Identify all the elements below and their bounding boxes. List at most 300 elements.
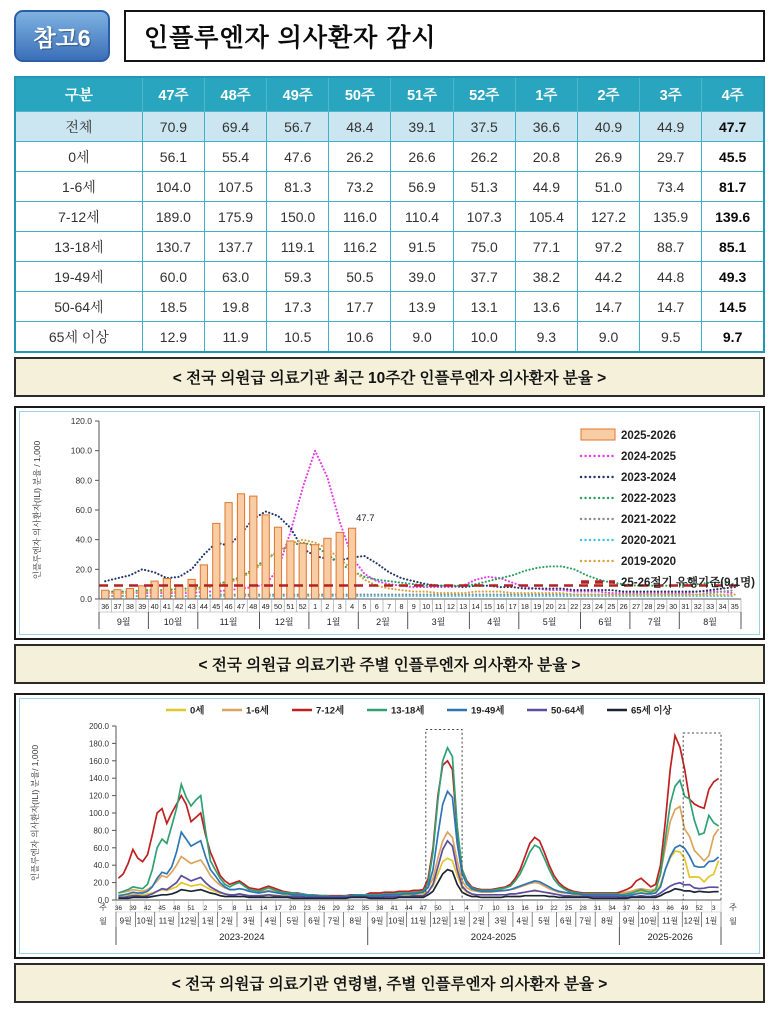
svg-text:1월: 1월 xyxy=(705,916,718,926)
svg-text:3: 3 xyxy=(711,905,716,912)
svg-text:3월: 3월 xyxy=(431,617,446,627)
table-cell: 110.4 xyxy=(391,202,453,232)
svg-text:4월: 4월 xyxy=(516,916,529,926)
table-cell: 19.8 xyxy=(205,292,267,322)
svg-text:1: 1 xyxy=(313,602,318,611)
svg-text:11월: 11월 xyxy=(158,916,175,926)
svg-text:37: 37 xyxy=(622,905,631,912)
table-cell: 55.4 xyxy=(205,142,267,172)
table-cell: 44.9 xyxy=(515,172,577,202)
table-cell: 9.7 xyxy=(702,322,764,353)
svg-text:7월: 7월 xyxy=(579,916,592,926)
svg-text:3월: 3월 xyxy=(494,916,507,926)
svg-text:2022-2023: 2022-2023 xyxy=(621,493,676,505)
svg-text:6월: 6월 xyxy=(560,916,573,926)
svg-text:23: 23 xyxy=(582,602,591,611)
svg-text:25-26절기 유행기준(9.1명): 25-26절기 유행기준(9.1명) xyxy=(621,577,756,589)
svg-text:11월: 11월 xyxy=(219,617,238,627)
svg-text:51: 51 xyxy=(286,602,295,611)
table-cell: 75.0 xyxy=(453,232,515,262)
table-cell: 17.3 xyxy=(267,292,329,322)
table-cell: 40.9 xyxy=(577,112,639,142)
table-header-cell: 51주 xyxy=(391,77,453,112)
table-cell: 119.1 xyxy=(267,232,329,262)
svg-text:50: 50 xyxy=(434,905,442,912)
svg-text:9월: 9월 xyxy=(119,916,132,926)
svg-text:120.0: 120.0 xyxy=(88,791,109,801)
table-cell: 13.1 xyxy=(453,292,515,322)
table-cell: 12.9 xyxy=(142,322,204,353)
svg-text:2월: 2월 xyxy=(472,916,486,926)
svg-text:40.0: 40.0 xyxy=(93,861,109,871)
svg-text:12월: 12월 xyxy=(180,916,197,926)
table-cell: 77.1 xyxy=(515,232,577,262)
table-cell: 116.2 xyxy=(329,232,391,262)
svg-text:46: 46 xyxy=(224,602,233,611)
svg-text:16: 16 xyxy=(496,602,505,611)
svg-text:10: 10 xyxy=(492,905,500,912)
svg-text:1월: 1월 xyxy=(453,916,466,926)
svg-text:8월: 8월 xyxy=(601,916,614,926)
svg-text:34: 34 xyxy=(608,905,616,912)
table-cell: 139.6 xyxy=(702,202,764,232)
svg-text:28: 28 xyxy=(644,602,653,611)
svg-text:21: 21 xyxy=(558,602,566,611)
table-header-cell: 구분 xyxy=(15,77,142,112)
y-axis-label: 인플루엔자 의사환자(ILI) 분율/ 1,000 xyxy=(30,744,40,882)
table-cell: 69.4 xyxy=(205,112,267,142)
svg-text:39: 39 xyxy=(138,602,147,611)
svg-text:9월: 9월 xyxy=(622,916,636,926)
table-cell: 50.5 xyxy=(329,262,391,292)
table-cell: 47.6 xyxy=(267,142,329,172)
svg-text:5: 5 xyxy=(218,905,222,912)
svg-text:2: 2 xyxy=(325,602,330,611)
table-cell: 51.0 xyxy=(577,172,639,202)
svg-text:200.0: 200.0 xyxy=(88,722,109,731)
svg-text:8: 8 xyxy=(399,602,404,611)
svg-text:49: 49 xyxy=(681,905,689,912)
table-row xyxy=(15,172,764,202)
svg-text:40: 40 xyxy=(637,905,645,912)
season-label: 2025-2026 xyxy=(647,932,693,943)
table-cell: 59.3 xyxy=(267,262,329,292)
chart-2 xyxy=(14,693,765,959)
svg-text:20.0: 20.0 xyxy=(75,564,92,575)
chart-2-canvas xyxy=(19,698,760,954)
table-cell: 73.4 xyxy=(640,172,702,202)
svg-text:19: 19 xyxy=(533,602,542,611)
table-cell: 39.0 xyxy=(391,262,453,292)
svg-text:100.0: 100.0 xyxy=(70,445,92,456)
svg-text:0.0: 0.0 xyxy=(80,594,92,604)
table-cell: 14.7 xyxy=(577,292,639,322)
chart-1 xyxy=(14,406,765,640)
svg-text:11월: 11월 xyxy=(662,916,679,926)
svg-text:20: 20 xyxy=(289,905,297,912)
row-label: 50-64세 xyxy=(15,292,142,322)
table-header-cell: 2주 xyxy=(577,77,639,112)
table-cell: 63.0 xyxy=(205,262,267,292)
season-label: 2023-2024 xyxy=(219,932,265,943)
svg-text:26: 26 xyxy=(619,602,628,611)
y-axis-label: 인플루엔자 의사환자(ILI) 분율 / 1,000 xyxy=(32,440,42,580)
svg-text:180.0: 180.0 xyxy=(88,739,109,749)
table-caption: < 전국 의원급 의료기관 최근 10주간 인플루엔자 의사환자 분율 > xyxy=(14,357,765,397)
svg-text:12월: 12월 xyxy=(431,916,449,926)
svg-text:60.0: 60.0 xyxy=(75,505,92,515)
svg-text:6: 6 xyxy=(374,602,379,611)
svg-text:5월: 5월 xyxy=(542,617,557,627)
svg-text:2019-2020: 2019-2020 xyxy=(621,556,676,568)
svg-text:29: 29 xyxy=(656,602,665,611)
table-cell: 29.7 xyxy=(640,142,702,172)
svg-text:35: 35 xyxy=(730,602,739,611)
row-label: 13-18세 xyxy=(15,232,142,262)
svg-text:5월: 5월 xyxy=(538,916,551,926)
table-row xyxy=(15,262,764,292)
table-cell: 11.9 xyxy=(205,322,267,353)
table-cell: 9.5 xyxy=(640,322,702,353)
svg-text:10월: 10월 xyxy=(136,916,154,926)
svg-text:0.0: 0.0 xyxy=(97,896,109,905)
table-cell: 51.3 xyxy=(453,172,515,202)
svg-text:월: 월 xyxy=(729,917,737,926)
svg-text:18: 18 xyxy=(520,602,529,611)
table-cell: 37.5 xyxy=(453,112,515,142)
svg-text:13-18세: 13-18세 xyxy=(391,705,425,717)
svg-text:4: 4 xyxy=(350,602,355,611)
svg-text:27: 27 xyxy=(632,602,641,611)
table-header-cell: 4주 xyxy=(702,77,764,112)
table-cell: 47.7 xyxy=(702,112,764,142)
svg-text:월: 월 xyxy=(99,917,107,926)
svg-text:22: 22 xyxy=(570,602,579,611)
row-label: 7-12세 xyxy=(15,202,142,232)
table-cell: 26.9 xyxy=(577,142,639,172)
svg-text:25: 25 xyxy=(607,602,616,611)
table-cell: 26.2 xyxy=(329,142,391,172)
svg-text:51: 51 xyxy=(187,905,195,912)
table-cell: 14.7 xyxy=(640,292,702,322)
svg-text:37: 37 xyxy=(113,602,122,611)
svg-text:28: 28 xyxy=(579,905,587,912)
table-cell: 44.9 xyxy=(640,112,702,142)
table-cell: 9.3 xyxy=(515,322,577,353)
svg-text:7: 7 xyxy=(387,602,392,611)
svg-text:50-64세: 50-64세 xyxy=(551,705,585,717)
table-header-cell: 52주 xyxy=(453,77,515,112)
table-row xyxy=(15,142,764,172)
svg-text:주: 주 xyxy=(99,903,107,912)
table-header-cell: 50주 xyxy=(329,77,391,112)
svg-text:6월: 6월 xyxy=(308,916,321,926)
svg-text:11: 11 xyxy=(245,905,253,912)
page-header xyxy=(14,10,765,62)
table-header-cell: 49주 xyxy=(267,77,329,112)
svg-text:2: 2 xyxy=(203,905,208,912)
table-cell: 9.0 xyxy=(577,322,639,353)
table-cell: 56.9 xyxy=(391,172,453,202)
svg-text:17: 17 xyxy=(508,602,517,611)
table-cell: 17.7 xyxy=(329,292,391,322)
svg-text:33: 33 xyxy=(706,602,715,611)
table-cell: 49.3 xyxy=(702,262,764,292)
table-cell: 9.0 xyxy=(391,322,453,353)
svg-text:25: 25 xyxy=(564,905,573,912)
table-cell: 56.7 xyxy=(267,112,329,142)
svg-text:5월: 5월 xyxy=(286,916,299,926)
svg-text:17: 17 xyxy=(274,905,282,912)
table-cell: 130.7 xyxy=(142,232,204,262)
table-cell: 107.5 xyxy=(205,172,267,202)
table-header-cell: 47주 xyxy=(142,77,204,112)
table-cell: 26.2 xyxy=(453,142,515,172)
svg-text:140.0: 140.0 xyxy=(88,774,109,784)
svg-text:1: 1 xyxy=(450,905,455,912)
svg-text:34: 34 xyxy=(718,602,727,611)
table-cell: 88.7 xyxy=(640,232,702,262)
table-cell: 104.0 xyxy=(142,172,204,202)
svg-text:31: 31 xyxy=(681,602,690,611)
svg-text:40: 40 xyxy=(150,602,159,611)
svg-text:4: 4 xyxy=(465,905,469,912)
svg-text:2월: 2월 xyxy=(376,617,390,627)
table-header-row xyxy=(15,77,764,112)
row-label: 19-49세 xyxy=(15,262,142,292)
table-cell: 116.0 xyxy=(329,202,391,232)
svg-text:160.0: 160.0 xyxy=(88,756,109,766)
svg-text:46: 46 xyxy=(666,905,674,912)
svg-text:0세: 0세 xyxy=(190,705,205,717)
svg-text:3월: 3월 xyxy=(243,916,256,926)
row-label: 전체 xyxy=(15,112,142,142)
table-cell: 38.2 xyxy=(515,262,577,292)
svg-text:36: 36 xyxy=(114,905,123,912)
table-cell: 105.4 xyxy=(515,202,577,232)
svg-text:9월: 9월 xyxy=(371,916,384,926)
table-cell: 70.9 xyxy=(142,112,204,142)
svg-text:10월: 10월 xyxy=(163,617,183,627)
svg-text:주: 주 xyxy=(729,903,737,912)
svg-text:19-49세: 19-49세 xyxy=(471,705,505,717)
table-cell: 127.2 xyxy=(577,202,639,232)
svg-text:13: 13 xyxy=(459,602,468,611)
svg-text:2021-2022: 2021-2022 xyxy=(621,514,676,526)
svg-text:32: 32 xyxy=(693,602,702,611)
svg-text:8: 8 xyxy=(232,905,237,912)
svg-text:49: 49 xyxy=(261,602,270,611)
svg-text:8월: 8월 xyxy=(703,617,717,627)
svg-text:39: 39 xyxy=(129,905,137,912)
row-label: 1-6세 xyxy=(15,172,142,202)
svg-text:13: 13 xyxy=(506,905,515,912)
svg-text:44: 44 xyxy=(199,602,208,611)
row-label: 65세 이상 xyxy=(15,322,142,353)
svg-text:100.0: 100.0 xyxy=(88,809,109,818)
svg-text:22: 22 xyxy=(550,905,558,912)
table-cell: 10.0 xyxy=(453,322,515,353)
table-cell: 107.3 xyxy=(453,202,515,232)
svg-text:42: 42 xyxy=(175,602,184,611)
svg-text:44: 44 xyxy=(405,905,413,912)
page-title: 인플루엔자 의사환자 감시 xyxy=(144,24,437,52)
reference-badge: 참고6 xyxy=(14,10,110,62)
chart-1-caption: < 전국 의원급 의료기관 주별 인플루엔자 의사환자 분율 > xyxy=(14,644,765,684)
svg-text:38: 38 xyxy=(125,602,134,611)
title-box xyxy=(124,10,765,62)
svg-text:12: 12 xyxy=(446,602,455,611)
table-header-cell: 48주 xyxy=(205,77,267,112)
svg-text:29: 29 xyxy=(332,905,340,912)
svg-text:26: 26 xyxy=(318,905,326,912)
table-cell: 73.2 xyxy=(329,172,391,202)
svg-text:80.0: 80.0 xyxy=(93,826,109,836)
table-cell: 135.9 xyxy=(640,202,702,232)
ili-rate-table xyxy=(14,76,765,353)
svg-text:4월: 4월 xyxy=(487,617,501,627)
svg-text:3: 3 xyxy=(337,602,342,611)
svg-text:43: 43 xyxy=(652,905,660,912)
chart-1-canvas xyxy=(19,411,760,635)
svg-text:1월: 1월 xyxy=(326,617,341,627)
table-row xyxy=(15,112,764,142)
svg-text:8월: 8월 xyxy=(349,916,362,926)
svg-text:30: 30 xyxy=(669,602,678,611)
svg-text:7월: 7월 xyxy=(647,617,662,627)
svg-text:41: 41 xyxy=(390,905,398,912)
svg-text:10월: 10월 xyxy=(388,916,406,926)
table-row xyxy=(15,202,764,232)
svg-text:1월: 1월 xyxy=(201,916,215,926)
svg-text:7월: 7월 xyxy=(327,916,340,926)
svg-text:45: 45 xyxy=(158,905,166,912)
row-label: 0세 xyxy=(15,142,142,172)
table-row xyxy=(15,322,764,353)
svg-text:52: 52 xyxy=(298,602,307,611)
svg-text:10: 10 xyxy=(422,602,431,611)
table-cell: 150.0 xyxy=(267,202,329,232)
svg-text:2024-2025: 2024-2025 xyxy=(621,451,676,463)
table-cell: 10.6 xyxy=(329,322,391,353)
table-cell: 37.7 xyxy=(453,262,515,292)
table-cell: 85.1 xyxy=(702,232,764,262)
svg-text:2월: 2월 xyxy=(221,916,234,926)
svg-text:2020-2021: 2020-2021 xyxy=(621,535,676,547)
chart-2-caption: < 전국 의원급 의료기관 연령별, 주별 인플루엔자 의사환자 분율 > xyxy=(14,963,765,1003)
table-cell: 36.6 xyxy=(515,112,577,142)
table-cell: 26.6 xyxy=(391,142,453,172)
svg-text:20.0: 20.0 xyxy=(93,878,109,888)
table-header-cell: 3주 xyxy=(640,77,702,112)
svg-text:7-12세: 7-12세 xyxy=(316,705,345,717)
svg-text:16: 16 xyxy=(521,905,529,912)
season-label: 2024-2025 xyxy=(470,932,517,943)
latest-value-annotation: 47.7 xyxy=(356,513,375,525)
table-cell: 14.5 xyxy=(702,292,764,322)
svg-text:4월: 4월 xyxy=(264,916,277,926)
svg-text:36: 36 xyxy=(101,602,110,611)
svg-text:15: 15 xyxy=(483,602,492,611)
table-cell: 39.1 xyxy=(391,112,453,142)
svg-text:35: 35 xyxy=(361,905,369,912)
table-cell: 48.4 xyxy=(329,112,391,142)
table-cell: 45.5 xyxy=(702,142,764,172)
table-header-cell: 1주 xyxy=(515,77,577,112)
svg-text:80.0: 80.0 xyxy=(75,475,92,486)
svg-text:14: 14 xyxy=(259,905,268,912)
table-cell: 44.8 xyxy=(640,262,702,292)
table-cell: 97.2 xyxy=(577,232,639,262)
svg-text:65세 이상: 65세 이상 xyxy=(631,705,672,717)
table-cell: 10.5 xyxy=(267,322,329,353)
svg-text:40.0: 40.0 xyxy=(75,534,92,545)
table-cell: 91.5 xyxy=(391,232,453,262)
svg-text:5: 5 xyxy=(362,602,367,611)
table-cell: 81.3 xyxy=(267,172,329,202)
svg-text:12월: 12월 xyxy=(274,617,294,627)
svg-text:38: 38 xyxy=(376,905,384,912)
svg-text:60.0: 60.0 xyxy=(93,843,109,853)
table-cell: 44.2 xyxy=(577,262,639,292)
table-cell: 137.7 xyxy=(205,232,267,262)
svg-text:6월: 6월 xyxy=(598,617,613,627)
svg-text:23: 23 xyxy=(303,905,311,912)
svg-text:7: 7 xyxy=(479,905,484,912)
table-cell: 189.0 xyxy=(142,202,204,232)
svg-text:47: 47 xyxy=(237,602,245,611)
svg-text:24: 24 xyxy=(595,602,603,611)
svg-text:47: 47 xyxy=(419,905,427,912)
table-cell: 56.1 xyxy=(142,142,204,172)
weekly-ili-chart-svg xyxy=(21,413,759,633)
table-cell: 18.5 xyxy=(142,292,204,322)
svg-text:10월: 10월 xyxy=(640,916,657,926)
svg-text:48: 48 xyxy=(172,905,181,912)
table-cell: 20.8 xyxy=(515,142,577,172)
table-cell: 175.9 xyxy=(205,202,267,232)
svg-text:2025-2026: 2025-2026 xyxy=(621,430,676,442)
table-row xyxy=(15,232,764,262)
svg-text:43: 43 xyxy=(187,602,196,611)
svg-text:9월: 9월 xyxy=(116,617,131,627)
svg-text:14: 14 xyxy=(471,602,480,611)
svg-text:12월: 12월 xyxy=(683,916,701,926)
svg-text:11월: 11월 xyxy=(410,916,427,926)
svg-text:2023-2024: 2023-2024 xyxy=(621,472,676,484)
svg-text:19: 19 xyxy=(535,905,544,912)
svg-text:1-6세: 1-6세 xyxy=(246,705,269,717)
table-row xyxy=(15,292,764,322)
svg-text:11: 11 xyxy=(434,602,443,611)
svg-text:45: 45 xyxy=(212,602,221,611)
svg-text:120.0: 120.0 xyxy=(70,416,92,426)
svg-text:20: 20 xyxy=(545,602,554,611)
table-cell: 13.9 xyxy=(391,292,453,322)
svg-text:48: 48 xyxy=(249,602,258,611)
age-group-ili-chart-svg xyxy=(21,700,759,952)
table-cell: 81.7 xyxy=(702,172,764,202)
svg-text:41: 41 xyxy=(162,602,171,611)
svg-text:42: 42 xyxy=(143,905,152,912)
svg-text:50: 50 xyxy=(274,602,282,611)
table-cell: 60.0 xyxy=(142,262,204,292)
svg-text:52: 52 xyxy=(695,905,703,912)
svg-text:9: 9 xyxy=(411,602,416,611)
svg-text:32: 32 xyxy=(347,905,355,912)
svg-text:31: 31 xyxy=(593,905,602,912)
table-cell: 13.6 xyxy=(515,292,577,322)
